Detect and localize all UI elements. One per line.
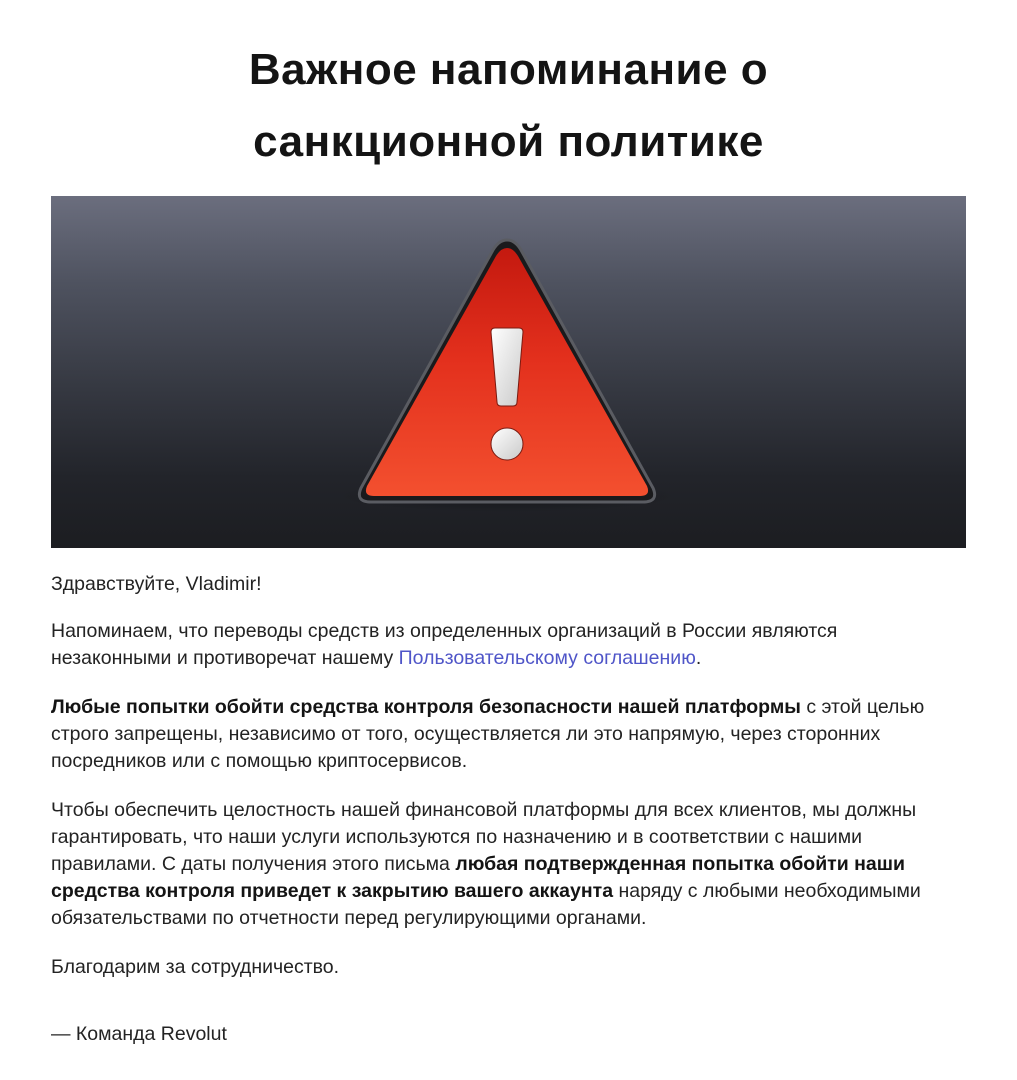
paragraph-text: с этой целью строго запрещены, независимо от того, осуществляется ли это напрямую, через сторонних посредников или с помощью криптосервисов.	[51, 696, 925, 772]
title-line-1: Важное напоминание о	[248, 45, 769, 94]
paragraph-bold-text: Любые попытки обойти средства контроля безопасности нашей платформы	[51, 696, 801, 718]
paragraph-suffix: .	[695, 647, 702, 669]
title-line-2: санкционной политике	[253, 117, 764, 166]
paragraph-text-before: Чтобы обеспечить целостность нашей финансовой платформы для всех клиентов, мы должны гарантировать, что наши услуги используются по назначению и в соответствии с нашими правилами. С даты получения этого письма	[51, 799, 917, 875]
email-title	[0, 34, 1017, 178]
paragraph-text: Напоминаем, что переводы средств из определенных организаций в России являются незаконными и противоречат нашему	[51, 620, 838, 669]
paragraph-transfers-notice	[51, 618, 951, 672]
warning-triangle-icon	[51, 196, 966, 548]
paragraph-text-after: наряду с любыми необходимыми обязательствами по отчетности перед регулирующими органами.	[51, 880, 921, 929]
paragraph-circumvention-warning	[51, 694, 951, 775]
paragraph-bold-text: любая подтвержденная попытка обойти наши средства контроля приведет к закрытию вашего аккаунта	[51, 853, 905, 902]
paragraph-account-closure	[51, 797, 951, 932]
signature: — Команда Revolut	[51, 1023, 227, 1045]
thanks-line: Благодарим за сотрудничество.	[51, 956, 340, 978]
warning-banner	[51, 196, 966, 548]
user-agreement-link[interactable]: Пользовательскому соглашению	[398, 647, 696, 669]
greeting: Здравствуйте, Vladimir!	[51, 573, 262, 595]
